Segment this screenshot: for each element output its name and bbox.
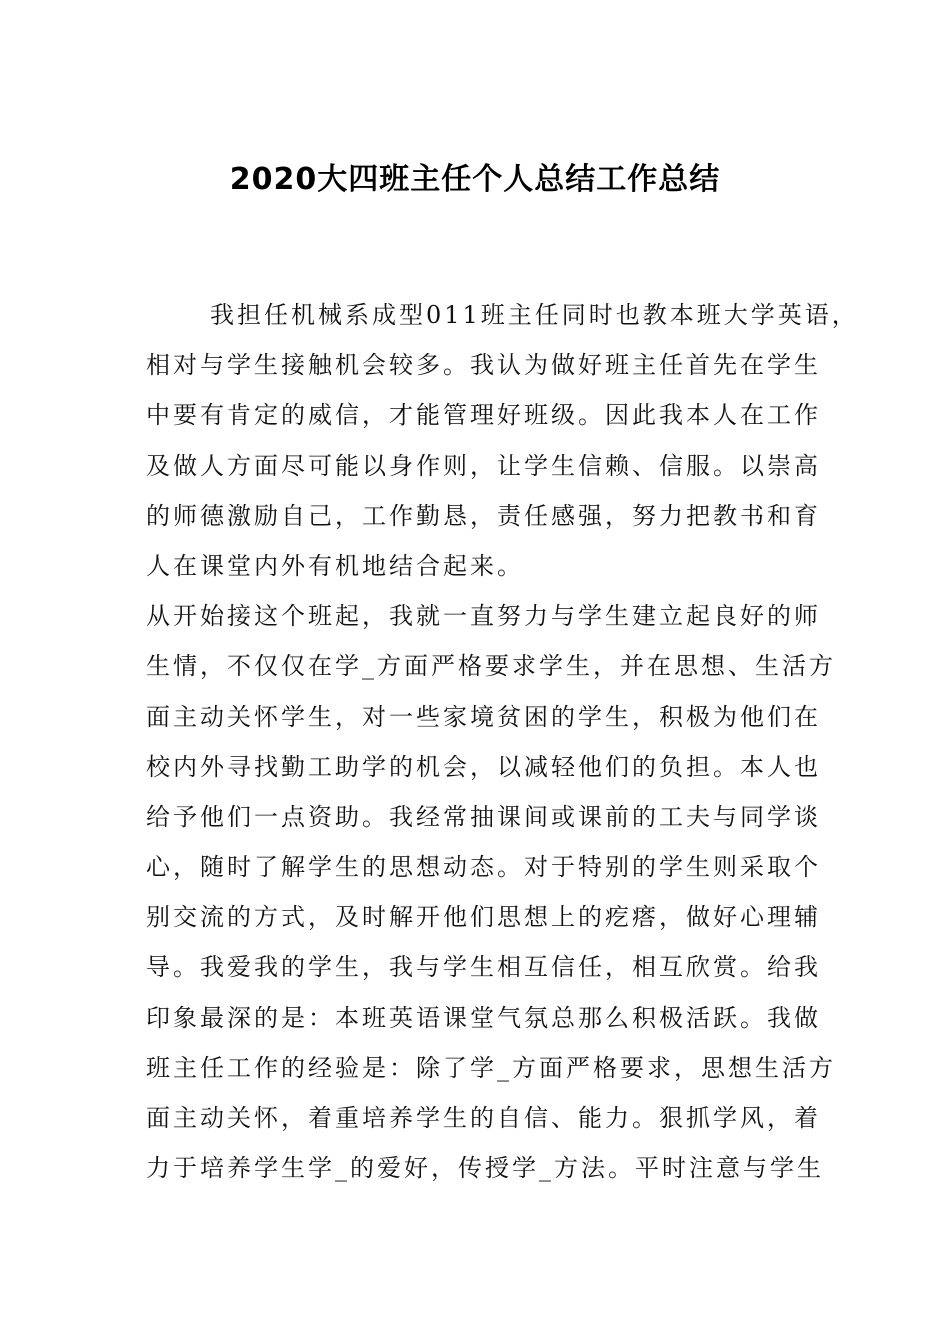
paragraph-line: 的师德激励自己，工作勤恳，责任感强，努力把教书和育 [146,501,821,530]
document-title: 2020大四班主任个人总结工作总结 [229,162,721,197]
paragraph-line: 校内外寻找勤工助学的机会，以减轻他们的负担。本人也 [146,752,821,781]
paragraph-line: 给予他们一点资助。我经常抽课间或课前的工夫与同学谈 [146,802,821,831]
paragraph-line: 面主动关怀，着重培养学生的自信、能力。狠抓学风，着 [146,1104,821,1132]
paragraph-line: 班主任工作的经验是：除了学_方面严格要求，思想生活方 [146,1053,836,1082]
paragraph-line: 生情，不仅仅在学_方面严格要求学生，并在思想、生活方 [146,652,836,681]
paragraph-line: 中要有肯定的威信，才能管理好班级。因此我本人在工作 [146,401,821,430]
paragraph-line: 面主动关怀学生，对一些家境贫困的学生，积极为他们在 [146,702,821,731]
paragraph-line: 印象最深的是：本班英语课堂气氛总那么积极活跃。我做 [146,1003,821,1032]
document-body [146,290,859,1193]
paragraph-line: 导。我爱我的学生，我与学生相互信任，相互欣赏。给我 [146,953,821,982]
paragraph-line: 我担任机械系成型011班主任同时也教本班大学英语， [210,301,859,329]
paragraph-line: 心，随时了解学生的思想动态。对于特别的学生则采取个 [146,853,821,882]
paragraph-1 [146,290,859,591]
paragraph-line: 从开始接这个班起，我就一直努力与学生建立起良好的师 [146,602,821,631]
paragraph-line: 人在课堂内外有机地结合起来。 [146,551,524,580]
paragraph-line: 力于培养学生学_的爱好，传授学_方法。平时注意与学生 [146,1154,824,1183]
paragraph-line: 别交流的方式，及时解开他们思想上的疙瘩，做好心理辅 [146,903,821,932]
paragraph-line: 及做人方面尽可能以身作则，让学生信赖、信服。以崇高 [146,451,821,480]
paragraph-line: 相对与学生接触机会较多。我认为做好班主任首先在学生 [146,351,821,380]
paragraph-2 [146,591,836,1193]
